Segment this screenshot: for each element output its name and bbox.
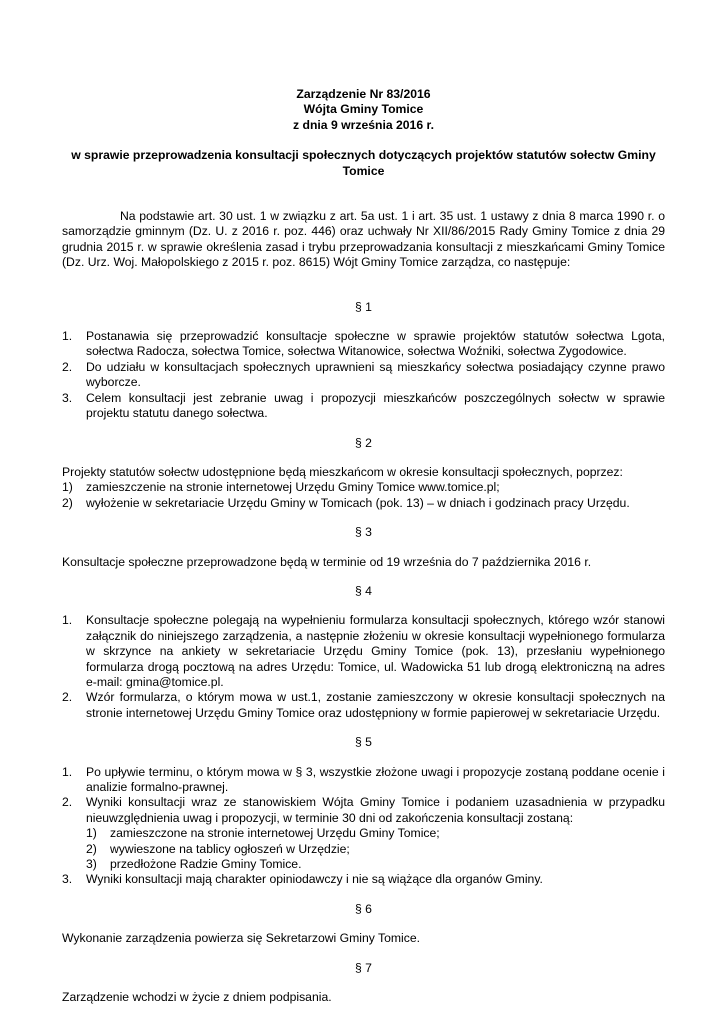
section-5-list: [62, 765, 665, 888]
section-2-lead: Projekty statutów sołectw udostępnione będą mieszkańcom w okresie konsultacji społecznych, poprzez:: [62, 464, 623, 479]
list-item: 3. Celem konsultacji jest zebranie uwag i propozycji mieszkańców poszczególnych sołectw w sprawie projektu statutu danego sołectwa.: [62, 390, 665, 421]
section-2-list: [62, 480, 665, 511]
list-item: 2. Wzór formularza, o którym mowa w ust.1, zostanie zamieszczony w okresie konsultacji społecznych na stronie internetowej Urzędu Gminy Tomice oraz udostępniony w formie papierowej w sekretariacie Urzędu.: [62, 690, 665, 720]
section-5-heading: § 5: [355, 735, 372, 750]
section-6-text: Wykonanie zarządzenia powierza się Sekretarzowi Gminy Tomice.: [62, 931, 420, 946]
list-item: 1. Po upływie terminu, o którym mowa w § 3, wszystkie złożone uwagi i propozycje zostaną poddane ocenie i analizie formalno-prawnej.: [62, 764, 665, 794]
section-7-text: Zarządzenie wchodzi w życie z dniem podpisania.: [62, 990, 332, 1005]
legal-basis-paragraph: Na podstawie art. 30 ust. 1 w związku z art. 5a ust. 1 i art. 35 ust. 1 ustawy z dnia 8 marca 1990 r. o samorządzie gminnym (Dz. U. z 2016 r. poz. 446) oraz uchwały Nr XII/86/2015 Rady Gminy Tomice z dnia 29 grudnia 2015 r. w sprawie określenia zasad i trybu przeprowadzania konsultacji z mieszkańcami Gminy Tomice (Dz. Urz. Woj. Małopolskiego z 2015 r. poz. 8615) Wójt Gminy Tomice zarządza, co następuje:: [62, 209, 665, 270]
section-1-list: [62, 329, 665, 421]
list-item: 3. Wyniki konsultacji mają charakter opiniodawczy i nie są wiążące dla organów Gminy.: [62, 872, 543, 887]
sublist-item: 2) wywieszone na tablicy ogłoszeń w Urzędzie;: [86, 841, 350, 856]
section-2-heading: § 2: [355, 435, 372, 450]
document-title: [62, 87, 665, 133]
section-7-heading: § 7: [355, 960, 372, 975]
list-item: 1. Postanawia się przeprowadzić konsultacje społeczne w sprawie projektów statutów sołectwa Lgota, sołectwa Radocza, sołectwa Tomice, sołectwa Witanowice, sołectwa Woźniki, sołectwa Zygodowice.: [62, 329, 665, 359]
section-4-list: [62, 613, 665, 721]
section-3-heading: § 3: [355, 525, 372, 540]
title-line-3: z dnia 9 września 2016 r.: [293, 117, 434, 132]
section-3-text: Konsultacje społeczne przeprowadzone będą w terminie od 19 września do 7 października 2016 r.: [62, 554, 592, 569]
list-item: 2. Do udziału w konsultacjach społecznych uprawnieni są mieszkańcy sołectwa posiadający czynne prawo wyborcze.: [62, 359, 665, 390]
list-item: 1) zamieszczenie na stronie internetowej Urzędu Gminy Tomice www.tomice.pl;: [62, 480, 500, 495]
list-item: 2) wyłożenie w sekretariacie Urzędu Gminy w Tomicach (pok. 13) – w dniach i godzinach pracy Urzędu.: [62, 495, 630, 510]
sublist-item: 3) przedłożone Radzie Gminy Tomice.: [86, 857, 302, 872]
sublist-item: 1) zamieszczone na stronie internetowej Urzędu Gminy Tomice;: [86, 826, 440, 841]
section-1-heading: § 1: [355, 299, 372, 314]
section-4-heading: § 4: [355, 583, 372, 598]
title-line-2: Wójta Gminy Tomice: [303, 102, 424, 117]
list-item: 1. Konsultacje społeczne polegają na wypełnieniu formularza konsultacji społecznych, którego wzór stanowi załącznik do niniejszego zarządzenia, a następnie złożeniu w okresie konsultacji wypełnionego formularza w skrzynce na ankiety w sekretariacie Urzędu Gminy Tomice (pok. 13), przesłaniu wypełnionego formularza drogą pocztową na adres Urzędu: Tomice, ul. Wadowicka 51 lub drogą elektroniczną na adres e-mail: gmina@tomice.pl.: [62, 613, 665, 689]
document-subject: w sprawie przeprowadzenia konsultacji społecznych dotyczących projektów statutów sołectw Gminy Tomice: [71, 148, 656, 178]
title-line-1: Zarządzenie Nr 83/2016: [296, 87, 431, 101]
list-item: 2. Wyniki konsultacji wraz ze stanowiskiem Wójta Gminy Tomice i podaniem uzasadnienia w przypadku nieuwzględnienia uwag i propozycji, w terminie 30 dni od zakończenia konsultacji zostaną: 1) zamieszczone na stronie internetowej Urzędu Gminy Tomice; 2) wywieszone na tablicy ogłoszeń w Urzędzie; 3) przedłożone Radzie Gminy Tomice.: [62, 795, 665, 872]
section-6-heading: § 6: [355, 901, 372, 916]
section-5-sublist: [86, 826, 665, 872]
